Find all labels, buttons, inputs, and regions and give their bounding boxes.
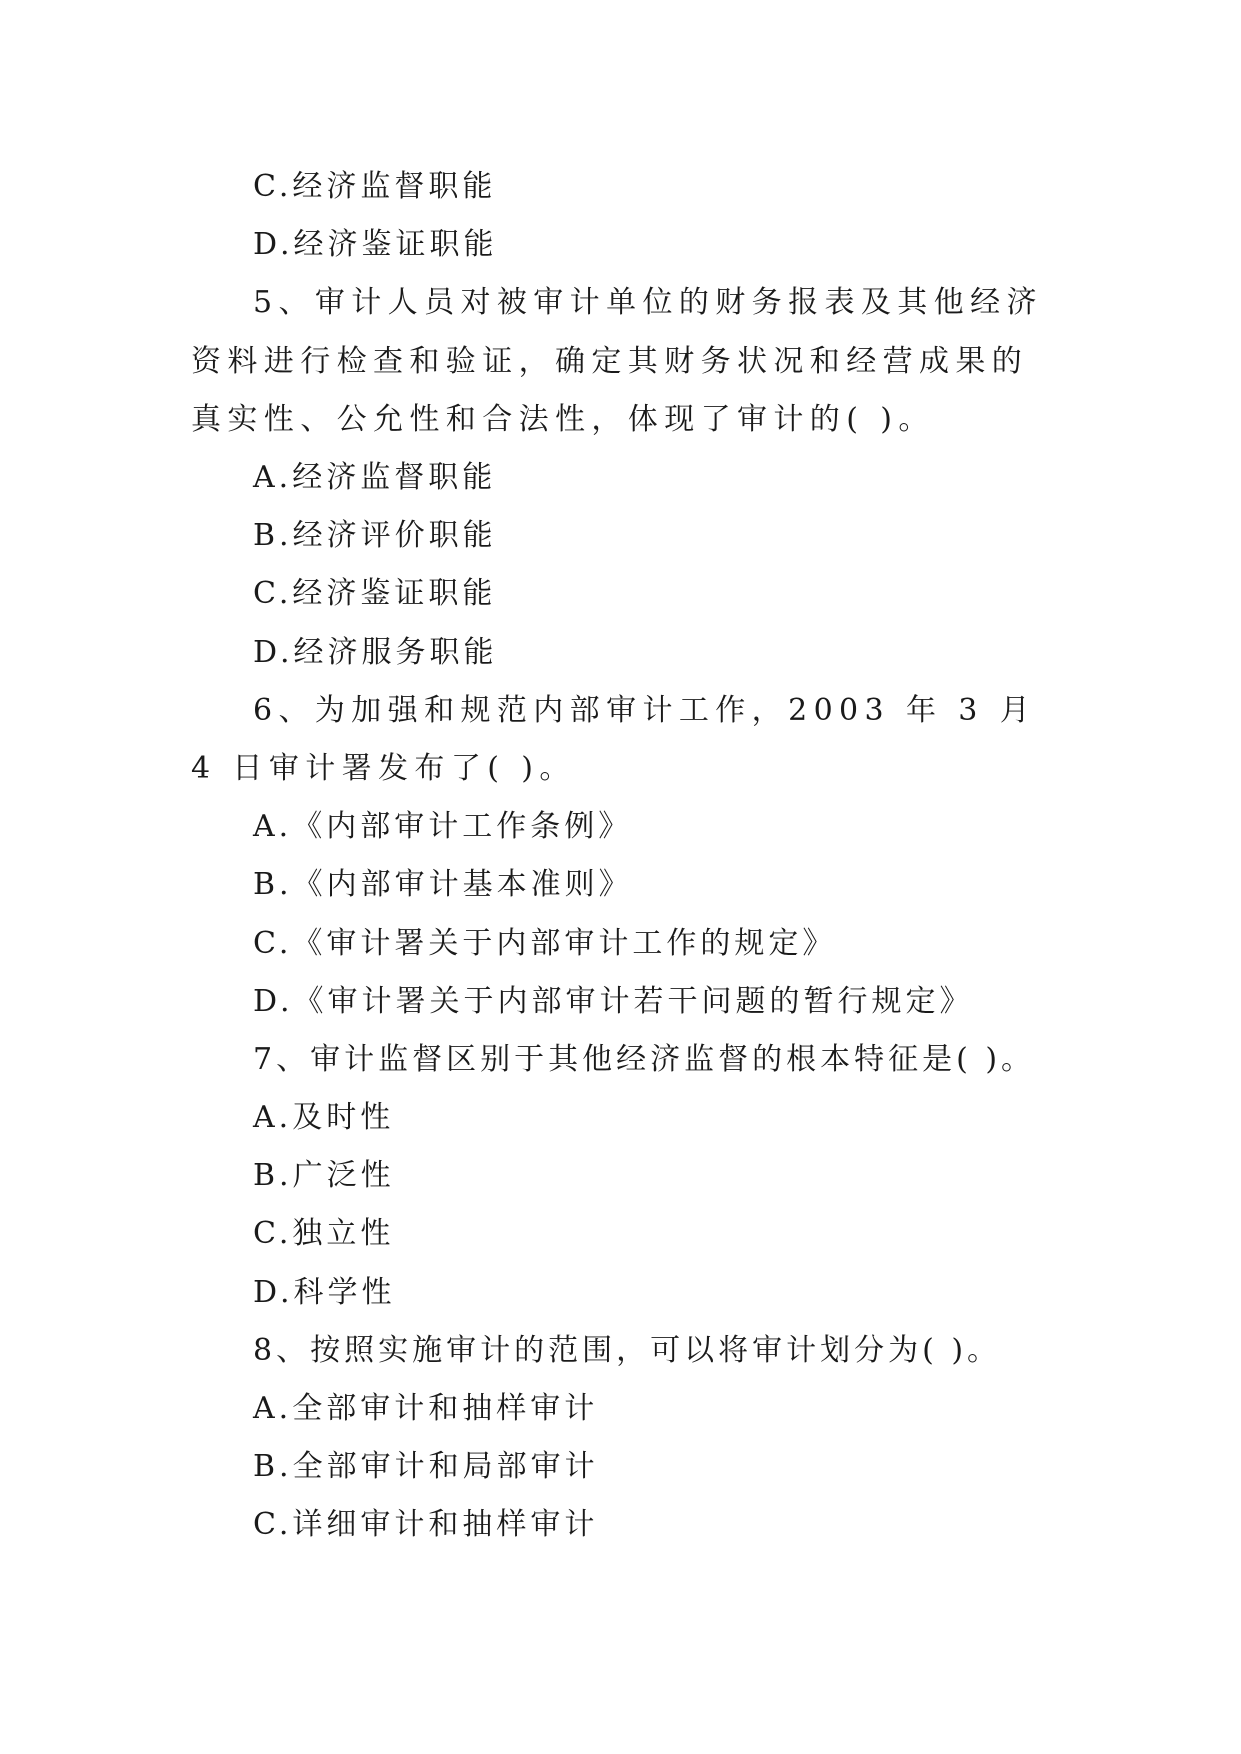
exam-content xyxy=(191,158,1053,1555)
question-5: 5、审计人员对被审计单位的财务报表及其他经济资料进行检查和验证，确定其财务状况和经营成果的真实性、公允性和合法性，体现了审计的( )。 xyxy=(191,285,1043,437)
option-4c: C.经济监督职能 xyxy=(253,169,497,204)
option-7b: B.广泛性 xyxy=(253,1158,395,1194)
option-8a: A.全部审计和抽样审计 xyxy=(253,1391,599,1427)
option-5a: A.经济监督职能 xyxy=(253,459,497,495)
option-8c: C.详细审计和抽样审计 xyxy=(253,1507,599,1543)
option-7a: A.及时性 xyxy=(253,1100,395,1136)
question-8: 8、按照实施审计的范围，可以将审计划分为( )。 xyxy=(253,1332,1002,1368)
option-6b: B.《内部审计基本准则》 xyxy=(253,867,633,903)
option-7d: D.科学性 xyxy=(253,1274,396,1310)
option-6d: D.《审计署关于内部审计若干问题的暂行规定》 xyxy=(253,983,974,1019)
option-6c: C.《审计署关于内部审计工作的规定》 xyxy=(253,925,837,961)
option-5b: B.经济评价职能 xyxy=(253,518,497,554)
option-8b: B.全部审计和局部审计 xyxy=(253,1449,599,1485)
question-6: 6、为加强和规范内部审计工作，2003 年 3 月 4 日审计署发布了( )。 xyxy=(191,692,1037,786)
option-6a: A.《内部审计工作条例》 xyxy=(253,809,633,845)
option-4d: D.经济鉴证职能 xyxy=(253,227,498,263)
question-7: 7、审计监督区别于其他经济监督的根本特征是( )。 xyxy=(253,1041,1036,1077)
option-7c: C.独立性 xyxy=(253,1216,395,1252)
option-5d: D.经济服务职能 xyxy=(253,634,498,670)
option-5c: C.经济鉴证职能 xyxy=(253,576,497,612)
